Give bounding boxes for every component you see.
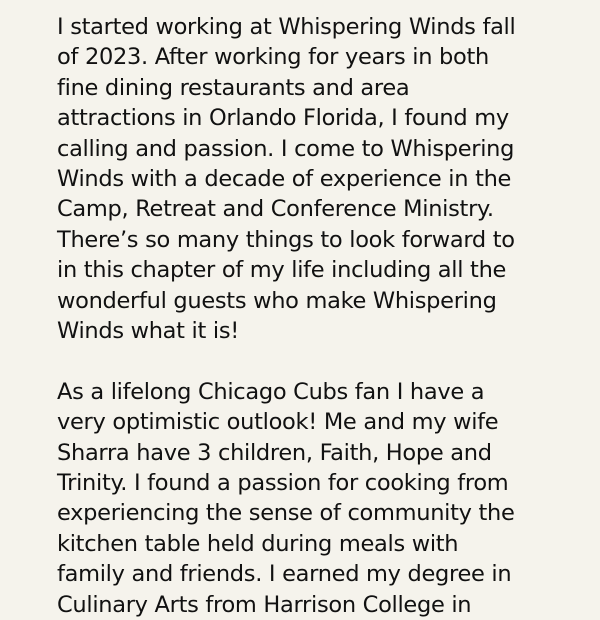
text-line: attractions in Orlando Florida, I found my bbox=[57, 105, 509, 132]
text-line: Trinity. I found a passion for cooking from bbox=[57, 470, 509, 497]
text-line: kitchen table held during meals with bbox=[57, 530, 459, 557]
text-line: fine dining restaurants and area bbox=[57, 74, 410, 101]
text-line: Winds what it is! bbox=[57, 318, 239, 345]
text-line: family and friends. I earned my degree in bbox=[57, 561, 512, 588]
text-line: There’s so many things to look forward to bbox=[57, 226, 515, 253]
text-line: I started working at Whispering Winds fall bbox=[57, 14, 516, 40]
text-line: of 2023. After working for years in both bbox=[57, 44, 489, 71]
text-line: Culinary Arts from Harrison College in bbox=[57, 591, 472, 618]
text-line: experiencing the sense of community the bbox=[57, 500, 515, 527]
text-line: in this chapter of my life including all the bbox=[57, 257, 507, 284]
text-line: Winds with a decade of experience in the bbox=[57, 166, 512, 193]
text-line: Sharra have 3 children, Faith, Hope and bbox=[57, 439, 492, 466]
paragraph-2 bbox=[57, 377, 577, 620]
text-line: wonderful guests who make Whispering bbox=[57, 287, 497, 314]
text-line: very optimistic outlook! Me and my wife bbox=[57, 409, 499, 436]
text-line: Camp, Retreat and Conference Ministry. bbox=[57, 196, 494, 223]
text-line: As a lifelong Chicago Cubs fan I have a bbox=[57, 378, 485, 405]
paragraph-1 bbox=[57, 12, 577, 346]
text-line: calling and passion. I come to Whispering bbox=[57, 135, 515, 162]
paragraph-gap bbox=[57, 346, 577, 376]
bio-text bbox=[57, 12, 577, 620]
